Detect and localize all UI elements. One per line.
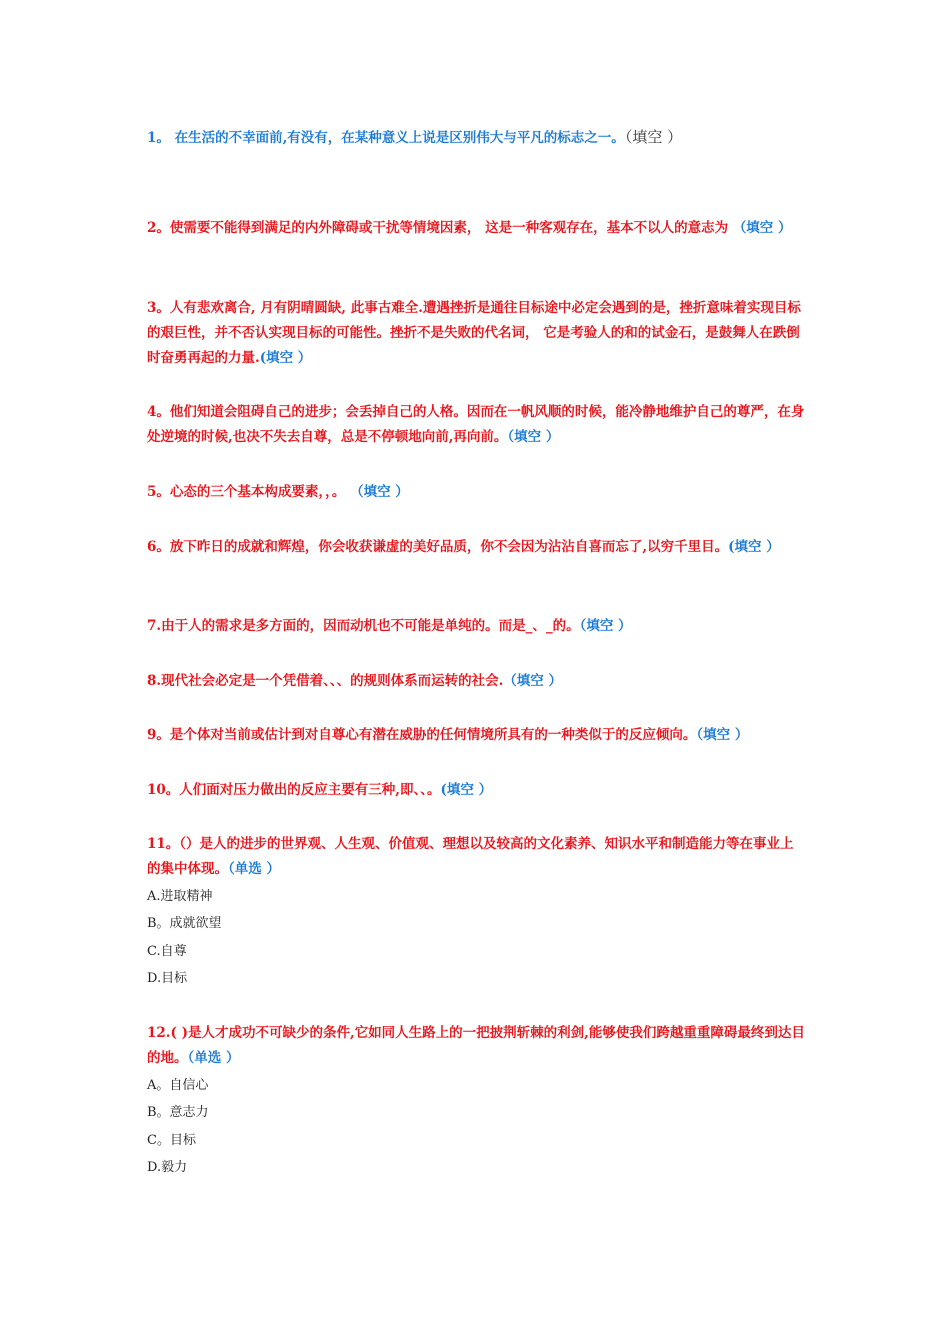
question-text: ( )是人才成功不可缺少的条件,它如同人生路上的一把披荆斩棘的利剑,能够使我们跨越重重障碍最终到达目的地。 <box>147 1025 805 1066</box>
question-number: 11。 <box>147 836 180 852</box>
question-type-tag: （填空 ） <box>696 727 749 743</box>
question-text: 人有悲欢离合, 月有阴晴圆缺, 此事古难全.遭遇挫折是通往目标途中必定会遇到的是，挫折意味着实现目标的艰巨性，并不否认实现目标的可能性。挫折不是失败的代名词， 它是考验人的和的试金石，是鼓舞人在跌倒时奋勇再起的力量. <box>147 300 801 366</box>
question-6 <box>147 535 807 560</box>
question-text: 放下昨日的成就和辉煌，你会收获谦虚的美好品质，你不会因为沾沾自喜而忘了,以穷千里目。 <box>169 539 729 555</box>
question-type-tag: （填空 ） <box>503 673 562 689</box>
question-number: 6。 <box>147 539 170 555</box>
option-d: D.毅力 <box>147 1160 188 1175</box>
question-4 <box>147 400 807 450</box>
question-number: 10。 <box>147 782 180 798</box>
question-type-tag: (填空 ） <box>259 350 312 366</box>
question-text: 在生活的不幸面前,有没有，在某种意义上说是区别伟大与平凡的标志之一。 <box>169 130 625 146</box>
question-12 <box>147 1021 807 1071</box>
question-text: （）是人的进步的世界观、人生观、价值观、理想以及较高的文化素养、知识水平和制造能力等在事业上的集中体现。 <box>147 836 794 877</box>
question-text: 人们面对压力做出的反应主要有三种,即、、。 <box>179 782 441 798</box>
question-11 <box>147 832 807 882</box>
question-text: 由于人的需求是多方面的，因而动机也不可能是单纯的。而是_、_的。 <box>161 618 580 634</box>
question-10 <box>147 778 807 803</box>
question-type-tag: （填空 ） <box>579 618 632 634</box>
question-text: 他们知道会阻碍自己的进步；会丢掉自己的人格。因而在一帆风顺的时候，能冷静地维护自己的尊严，在身处逆境的时候,也决不失去自尊，总是不停顿地向前,再向前。 <box>147 404 805 445</box>
question-number: 12. <box>147 1025 171 1041</box>
option-b: B。成就欲望 <box>147 916 222 931</box>
question-number: 5。 <box>147 484 170 500</box>
question-number: 3。 <box>147 300 170 316</box>
question-1 <box>147 125 847 151</box>
question-text: 使需要不能得到满足的内外障碍或干扰等情境因素， 这是一种客观存在，基本不以人的意志为 <box>169 220 733 236</box>
question-text: 现代社会必定是一个凭借着、、、的规则体系而运转的社会. <box>161 673 504 689</box>
question-8 <box>147 669 807 694</box>
question-number: 4。 <box>147 404 170 420</box>
question-text: 是个体对当前或估计到对自尊心有潜在威胁的任何情境所具有的一种类似于的反应倾向。 <box>169 727 697 743</box>
question-type-tag: (填空 ） <box>728 539 780 555</box>
question-type-tag: （填空 ） <box>507 429 560 445</box>
question-number: 7. <box>147 618 162 634</box>
option-d: D.目标 <box>147 971 188 986</box>
option-a: A。自信心 <box>147 1078 209 1093</box>
question-type-tag: （填空 ） <box>350 484 409 500</box>
question-type-tag: （填空 ） <box>732 220 792 236</box>
question-number: 1。 <box>147 130 170 146</box>
question-2 <box>147 216 807 241</box>
question-7 <box>147 614 807 639</box>
question-number: 9。 <box>147 727 170 743</box>
option-c: C。目标 <box>147 1133 196 1148</box>
option-a: A.进取精神 <box>147 889 213 904</box>
option-b: B。意志力 <box>147 1105 209 1120</box>
question-type-tag: （单选 ） <box>228 861 280 877</box>
question-5 <box>147 480 807 505</box>
question-type-tag: （填空 ） <box>624 128 683 146</box>
question-text: 心态的三个基本构成要素，，。 <box>169 484 351 500</box>
question-type-tag: （单选 ） <box>187 1050 240 1066</box>
question-number: 8. <box>147 673 162 689</box>
question-3 <box>147 296 807 371</box>
option-c: C.自尊 <box>147 944 187 959</box>
question-9 <box>147 723 807 748</box>
question-number: 2。 <box>147 220 170 236</box>
question-type-tag: (填空 ） <box>440 782 493 798</box>
